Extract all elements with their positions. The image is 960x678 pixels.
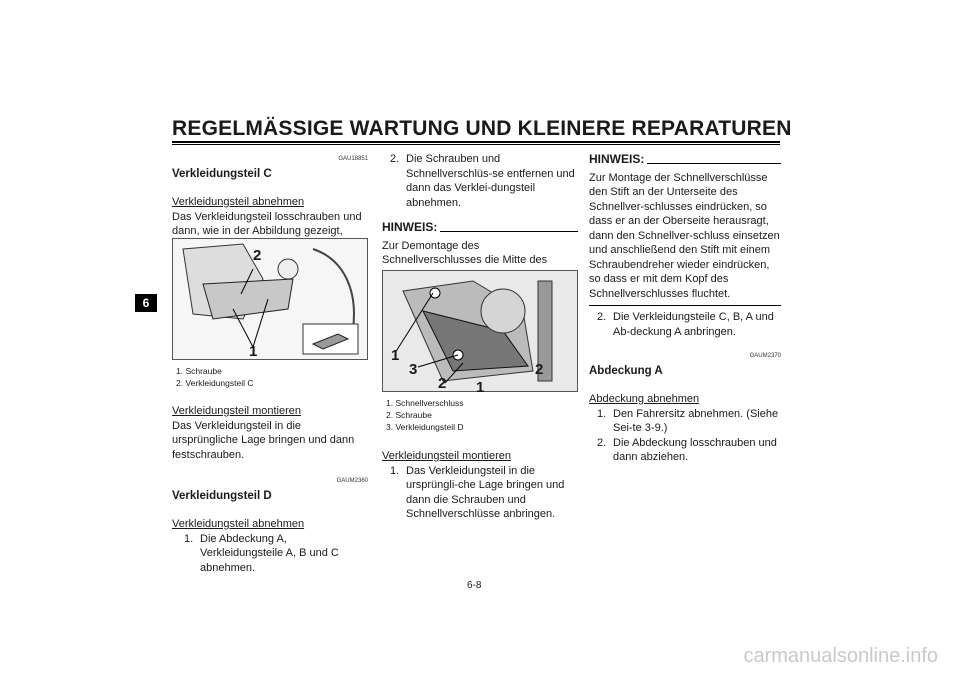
title-rule [172,141,780,143]
page-number: 6-8 [467,580,482,591]
title-rule-thin [172,144,780,145]
section-code: GAU18851 [338,156,368,162]
column-1-lower [172,404,368,575]
figure-fairing-d [382,270,578,396]
paragraph: Das Verkleidungsteil losschrauben und dann, wie in der Abbildung gezeigt, [172,210,362,237]
caption-item: 1. Schnellverschluss [386,398,464,408]
section-code: GAUM2370 [749,353,781,359]
section-heading: Verkleidungsteil C [172,167,272,180]
caption-item: 2. Schraube [386,410,432,420]
section-heading: Abdeckung A [589,364,663,377]
section-code: GAUM2360 [336,478,368,484]
caption-item: 3. Verkleidungsteil D [386,422,464,432]
note-text: Zur Demontage des Schnellverschlusses die Mitte des [382,239,548,266]
watermark: carmanualsonline.info [743,645,938,667]
list-item: 2. Die Abdeckung losschrauben und dann abziehen. [597,436,777,463]
figure-label-2: 2 [438,375,447,392]
figure-label-1b: 1 [476,379,485,396]
figure-label-1: 1 [249,343,258,360]
fairing-c-illustration [173,239,367,359]
subheading: Verkleidungsteil abnehmen [172,518,305,530]
list-item: 1. Die Abdeckung A, Verkleidungsteile A, B und C abnehmen. [184,532,339,574]
figure-label-2: 2 [253,247,262,264]
list-item: 2. Die Verkleidungsteile C, B, A und Ab-deckung A anbringen. [597,311,774,338]
figure-label-1: 1 [391,347,400,364]
figure-caption-1 [176,365,366,389]
subheading: Verkleidungsteil abnehmen [172,196,305,208]
note-heading: HINWEIS: [589,152,781,167]
caption-item: 1. Schraube [176,366,222,376]
section-heading: Verkleidungsteil D [172,489,272,502]
page-title: REGELMÄSSIGE WARTUNG UND KLEINERE REPARATUREN [172,117,792,140]
chapter-tab: 6 [135,294,157,312]
subheading: Abdeckung abnehmen [589,393,700,405]
column-3 [589,152,781,465]
subheading: Verkleidungsteil montieren [172,405,302,417]
figure-label-3: 3 [409,361,418,378]
subheading: Verkleidungsteil montieren [382,450,512,462]
note-rule [589,305,781,306]
list-item: 2. Die Schrauben und Schnellverschlüs-se entfernen und dann das Verklei-dungsteil abnehmen. [390,153,575,209]
list-item: 1. Das Verkleidungsteil in die ursprüngli-che Lage bringen und dann die Schrauben und Schnellverschlüsse anbringen. [390,464,565,520]
column-2-lower [382,449,578,522]
caption-item: 2. Verkleidungsteil C [176,378,254,388]
figure-label-2b: 2 [535,361,544,378]
paragraph: Das Verkleidungsteil in die ursprüngliche Lage bringen und dann festschrauben. [172,419,355,461]
figure-fairing-c [172,238,368,360]
note-text: Zur Montage der Schnellverschlüsse den Stift an der Unterseite des Schnellver-schlusses eindrücken, so dass er an der Oberseite herausragt, dann den Schnellver-schluss einsetzen und anschließend den Stift mit einem Schraubendreher wieder eindrücken, so dass er mit dem Kopf des Schnellverschlusses fluchtet. [589,171,780,300]
note-heading: HINWEIS: [382,220,578,235]
figure-caption-2 [386,397,576,433]
list-item: 1. Den Fahrersitz abnehmen. (Siehe Sei-te 3-9.) [597,407,779,434]
